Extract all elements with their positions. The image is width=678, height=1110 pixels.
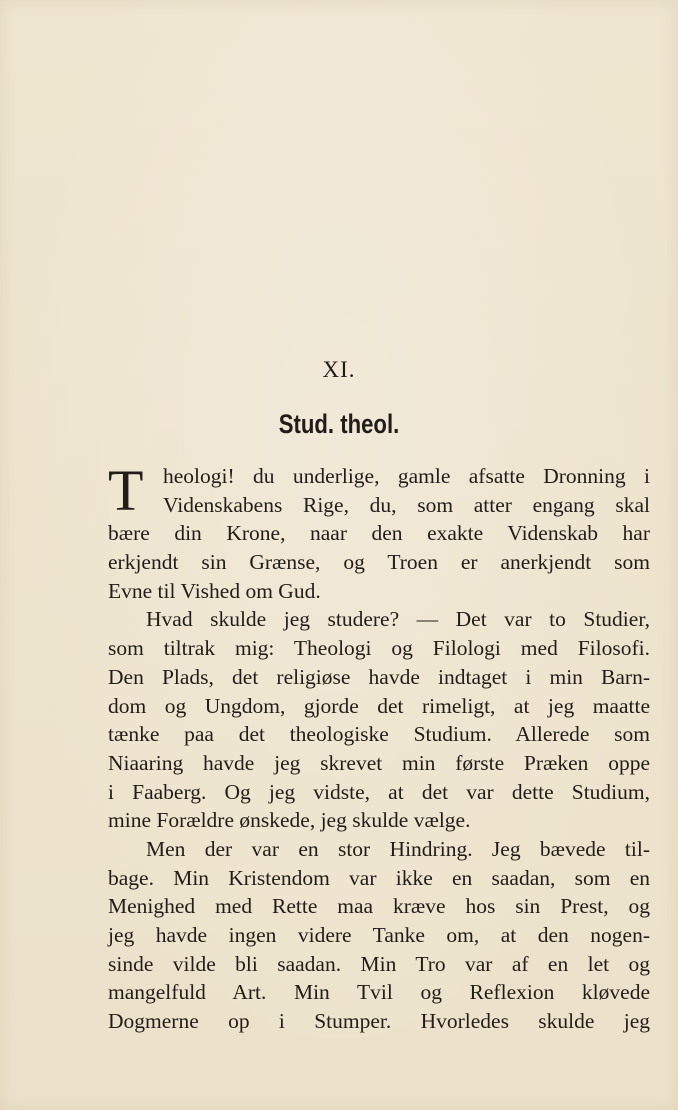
text-line: mangelfuld Art. Min Tvil og Reflexion kløvede: [108, 980, 650, 1005]
chapter-body: [108, 458, 650, 1036]
text-line: sinde vilde bli saadan. Min Tro var af en let og: [108, 951, 650, 976]
text-line: tænke paa det theologiske Studium. Allerede som: [108, 722, 650, 747]
text-line: Hvad skulde jeg studere? — Det var to Studier,: [146, 607, 650, 632]
text-line: bage. Min Kristendom var ikke en saadan, som en: [108, 865, 650, 890]
text-line-content: heologi! du underlige, gamle afsatte Dronning i: [163, 464, 650, 488]
text-line: bære din Krone, naar den exakte Videnskab har: [108, 521, 650, 546]
chapter-title: Stud. theol.: [278, 409, 400, 439]
text-line: erkjendt sin Grænse, og Troen er anerkjendt som: [108, 550, 650, 575]
text-line: Dogmerne op i Stumper. Hvorledes skulde jeg: [108, 1009, 650, 1034]
text-line: i Faaberg. Og jeg vidste, at det var dette Studium,: [108, 779, 650, 804]
drop-cap: T: [108, 458, 144, 523]
text-line: mine Forældre ønskede, jeg skulde vælge.: [108, 808, 471, 833]
text-line: som tiltrak mig: Theologi og Filologi med Filosofi.: [108, 636, 650, 661]
chapter-number: XI.: [322, 357, 356, 382]
text-line: Menighed med Rette maa kræve hos sin Prest, og: [108, 894, 650, 919]
text-line: Evne til Vished om Gud.: [108, 578, 321, 603]
text-line: Men der var en stor Hindring. Jeg bævede til-: [146, 836, 650, 861]
text-line: dom og Ungdom, gjorde det rimeligt, at jeg maatte: [108, 693, 650, 718]
text-line: jeg havde ingen videre Tanke om, at den nogen-: [108, 923, 650, 947]
text-line: Niaaring havde jeg skrevet min første Præken oppe: [108, 750, 650, 775]
text-line: Den Plads, det religiøse havde indtaget i min Barn-: [108, 664, 650, 689]
text-line: Videnskabens Rige, du, som atter engang skal: [163, 492, 650, 517]
